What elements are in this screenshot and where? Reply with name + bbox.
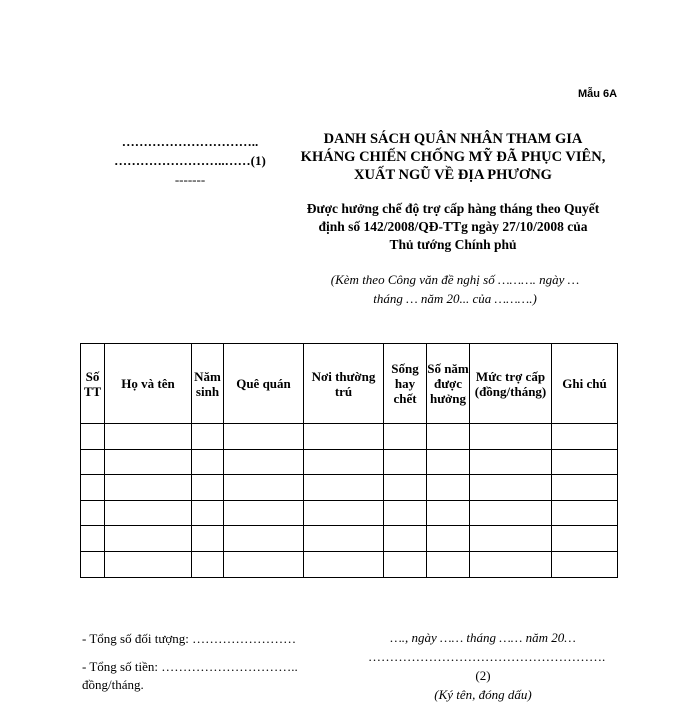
- title-line-2: KHÁNG CHIẾN CHỐNG MỸ ĐÃ PHỤC VIÊN,: [300, 149, 606, 165]
- agency-line-1: …………………………..: [121, 134, 259, 149]
- attachment-line-1: (Kèm theo Công văn đề nghị số ………. ngày …: [330, 272, 580, 287]
- table-cell[interactable]: [224, 424, 304, 450]
- header-hometown: Quê quán: [224, 344, 304, 424]
- table-cell[interactable]: [224, 500, 304, 526]
- table-cell[interactable]: [384, 475, 427, 501]
- attachment-line-2: tháng … năm 20... của ……….): [373, 291, 537, 306]
- table-cell[interactable]: [304, 500, 384, 526]
- subtitle-line-2: định số 142/2008/QĐ-TTg ngày 27/10/2008 của: [318, 219, 588, 234]
- table-cell[interactable]: [427, 551, 470, 577]
- table-cell[interactable]: [105, 526, 192, 552]
- table-cell[interactable]: [427, 424, 470, 450]
- table-cell[interactable]: [81, 449, 105, 475]
- table-cell[interactable]: [470, 526, 552, 552]
- totals-block: [82, 630, 298, 704]
- table-cell[interactable]: [552, 526, 618, 552]
- table-cell[interactable]: [427, 475, 470, 501]
- table-cell[interactable]: [81, 475, 105, 501]
- table-cell[interactable]: [427, 449, 470, 475]
- table-header-row: [81, 344, 618, 424]
- agency-block: [100, 132, 280, 189]
- table-cell[interactable]: [304, 526, 384, 552]
- table-cell[interactable]: [470, 500, 552, 526]
- header-allowance: Mức trợ cấp (đồng/tháng): [470, 344, 552, 424]
- table-cell[interactable]: [105, 500, 192, 526]
- table-cell[interactable]: [304, 551, 384, 577]
- sign-note: (Ký tên, đóng dấu): [434, 687, 532, 702]
- table-cell[interactable]: [470, 449, 552, 475]
- table-cell[interactable]: [470, 551, 552, 577]
- table-cell[interactable]: [192, 449, 224, 475]
- table-cell[interactable]: [224, 475, 304, 501]
- table-cell[interactable]: [384, 526, 427, 552]
- table-row: [81, 449, 618, 475]
- table-row: [81, 551, 618, 577]
- table-cell[interactable]: [105, 475, 192, 501]
- table-row: [81, 526, 618, 552]
- table-cell[interactable]: [384, 500, 427, 526]
- title-line-3: XUẤT NGŨ VỀ ĐỊA PHƯƠNG: [354, 167, 552, 183]
- document-subtitle: [288, 200, 618, 254]
- header-years: Số năm được hưởng: [427, 344, 470, 424]
- title-line-1: DANH SÁCH QUÂN NHÂN THAM GIA: [323, 131, 583, 147]
- attachment-note: [300, 270, 610, 308]
- table-cell[interactable]: [552, 449, 618, 475]
- document-title: [288, 130, 618, 184]
- total-money: - Tổng số tiền: …………………………..: [82, 659, 298, 674]
- header-residence: Nơi thường trú: [304, 344, 384, 424]
- table-cell[interactable]: [427, 526, 470, 552]
- subject-table: [80, 343, 618, 578]
- header-alive-dead: Sống hay chết: [384, 344, 427, 424]
- table-cell[interactable]: [470, 475, 552, 501]
- table-row: [81, 500, 618, 526]
- table-cell[interactable]: [81, 424, 105, 450]
- table-row: [81, 475, 618, 501]
- signer-line: ……………………………………………….(2): [368, 649, 606, 683]
- table-cell[interactable]: [304, 424, 384, 450]
- table-cell[interactable]: [384, 551, 427, 577]
- table-cell[interactable]: [552, 500, 618, 526]
- table-cell[interactable]: [105, 551, 192, 577]
- table-cell[interactable]: [81, 526, 105, 552]
- header-birth-year: Năm sinh: [192, 344, 224, 424]
- table-cell[interactable]: [552, 475, 618, 501]
- table-row: [81, 424, 618, 450]
- table-cell[interactable]: [384, 449, 427, 475]
- table-cell[interactable]: [105, 449, 192, 475]
- table-cell[interactable]: [427, 500, 470, 526]
- table-cell[interactable]: [552, 424, 618, 450]
- total-subjects: - Tổng số đối tượng: ……………………: [82, 631, 297, 646]
- table-cell[interactable]: [192, 500, 224, 526]
- header-stt: Số TT: [81, 344, 105, 424]
- agency-dash: -------: [174, 172, 206, 187]
- subtitle-line-1: Được hưởng chế độ trợ cấp hàng tháng theo Quyết: [306, 201, 600, 216]
- table-cell[interactable]: [304, 475, 384, 501]
- table-cell[interactable]: [105, 424, 192, 450]
- signature-block: [368, 628, 606, 704]
- table-cell[interactable]: [304, 449, 384, 475]
- table-cell[interactable]: [224, 526, 304, 552]
- subtitle-line-3: Thủ tướng Chính phủ: [389, 237, 517, 252]
- table-cell[interactable]: [192, 551, 224, 577]
- form-code: Mẫu 6A: [578, 88, 618, 100]
- total-money-unit: đồng/tháng.: [82, 677, 144, 692]
- header-name: Họ và tên: [105, 344, 192, 424]
- header-notes: Ghi chú: [552, 344, 618, 424]
- table-cell[interactable]: [81, 551, 105, 577]
- table-cell[interactable]: [192, 424, 224, 450]
- table-cell[interactable]: [192, 475, 224, 501]
- table-cell[interactable]: [470, 424, 552, 450]
- agency-line-2: ……………………..……(1): [114, 153, 266, 168]
- table-cell[interactable]: [384, 424, 427, 450]
- table-cell[interactable]: [224, 449, 304, 475]
- table-cell[interactable]: [81, 500, 105, 526]
- table-cell[interactable]: [224, 551, 304, 577]
- date-line: …., ngày …… tháng …… năm 20…: [390, 630, 576, 645]
- table-cell[interactable]: [192, 526, 224, 552]
- table-cell[interactable]: [552, 551, 618, 577]
